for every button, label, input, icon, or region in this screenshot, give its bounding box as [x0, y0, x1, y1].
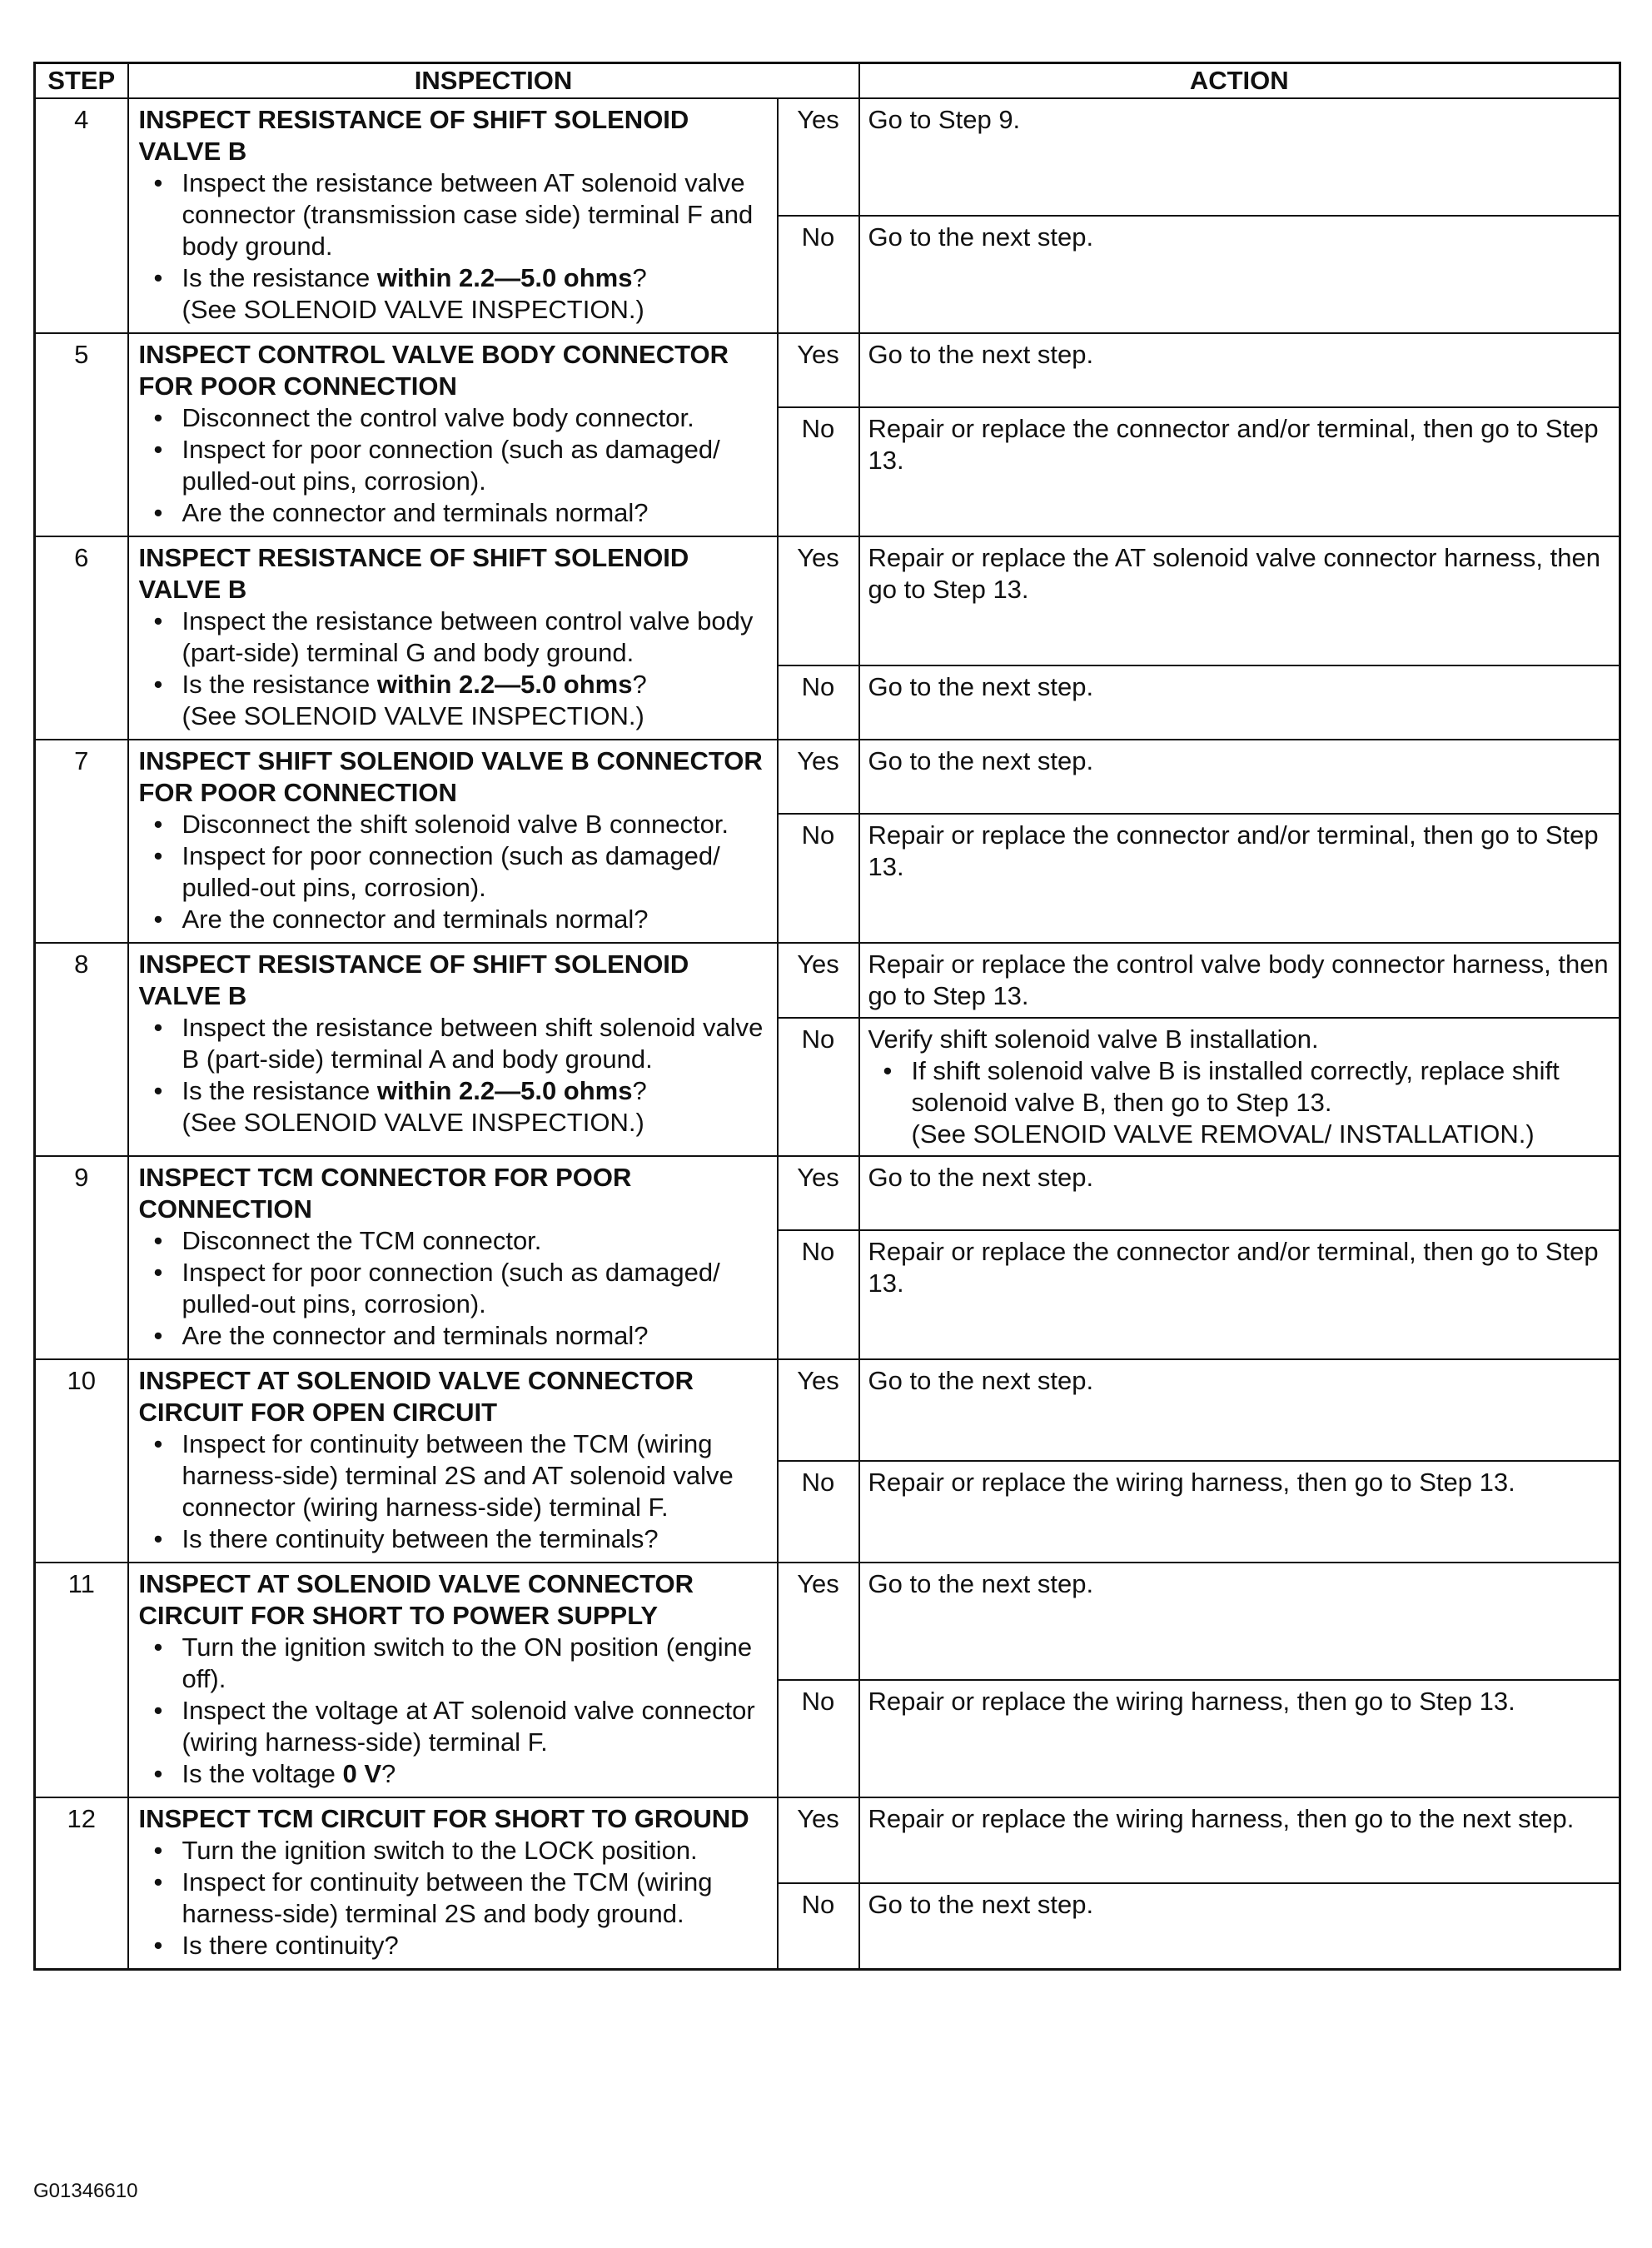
table-row: [35, 1359, 1620, 1461]
bullet-text: Disconnect the shift solenoid valve B connector.: [182, 810, 729, 839]
no-label: No: [778, 216, 859, 333]
no-action-text: Repair or replace the wiring harness, then go to Step 13.: [868, 1468, 1515, 1497]
no-action: [859, 1230, 1620, 1359]
bullet-text: Is the resistance: [182, 1076, 377, 1105]
no-action-text: Go to the next step.: [868, 1889, 1094, 1919]
no-action: [859, 1883, 1620, 1970]
inspection-bullet: [139, 1867, 770, 1930]
no-action: [859, 407, 1620, 536]
bullet-text: Inspect the resistance between shift solenoid valve B (part-side) terminal A and body ground.: [182, 1013, 764, 1074]
no-action: [859, 1680, 1620, 1797]
no-action-text: Repair or replace the wiring harness, then go to Step 13.: [868, 1687, 1515, 1716]
inspection-title: INSPECT SHIFT SOLENOID VALVE B CONNECTOR FOR POOR CONNECTION: [138, 746, 763, 807]
inspection-bullet: [139, 1257, 770, 1320]
bullet-text: Is the resistance: [182, 670, 377, 699]
inspection-cell: [128, 1156, 778, 1359]
bullet-text: Are the connector and terminals normal?: [182, 1321, 649, 1350]
bullet-text: Inspect the resistance between control valve body (part-side) terminal G and body ground.: [182, 606, 754, 667]
no-label: No: [778, 407, 859, 536]
no-action-text: Repair or replace the connector and/or terminal, then go to Step 13.: [868, 820, 1599, 882]
table-row: [35, 536, 1620, 665]
bullet-text: Is the voltage: [182, 1759, 343, 1788]
no-action-text: Repair or replace the connector and/or terminal, then go to Step 13.: [868, 1237, 1599, 1298]
inspection-bullet: [139, 606, 770, 669]
step-number: 10: [35, 1359, 128, 1563]
inspection-bullet: [139, 1930, 770, 1961]
yes-action: Go to the next step.: [859, 333, 1620, 407]
inspection-bullet: [139, 840, 770, 904]
inspection-bullet: [139, 167, 770, 262]
yes-action: Go to Step 9.: [859, 98, 1620, 216]
action-bullet: [868, 1055, 1611, 1150]
no-action-text: Go to the next step.: [868, 222, 1094, 252]
bullet-text: Are the connector and terminals normal?: [182, 498, 649, 527]
reference-note: (See SOLENOID VALVE INSPECTION.): [182, 1108, 644, 1137]
yes-label: Yes: [778, 1359, 859, 1461]
bullet-text: Is there continuity between the terminals?: [182, 1524, 659, 1553]
table-body: [35, 98, 1620, 1970]
yes-label: Yes: [778, 1797, 859, 1883]
bullet-text-end: ?: [632, 1076, 647, 1105]
bullet-spec-value: within 2.2—5.0 ohms: [376, 263, 633, 292]
yes-label: Yes: [778, 1156, 859, 1230]
no-action: [859, 216, 1620, 333]
no-action-text: Go to the next step.: [868, 671, 1094, 701]
table-row: [35, 1563, 1620, 1680]
no-action-text: Verify shift solenoid valve B installation.: [868, 1024, 1319, 1054]
no-action: [859, 665, 1620, 740]
yes-label: Yes: [778, 1563, 859, 1680]
no-label: No: [778, 1230, 859, 1359]
inspection-bullet: [139, 262, 770, 326]
yes-label: Yes: [778, 536, 859, 665]
inspection-bullet: [139, 1225, 770, 1257]
table-row: [35, 943, 1620, 1018]
no-label: No: [778, 1680, 859, 1797]
inspection-cell: [128, 943, 778, 1156]
bullet-text: Disconnect the control valve body connector.: [182, 403, 694, 432]
inspection-title: INSPECT RESISTANCE OF SHIFT SOLENOID VALVE B: [138, 105, 689, 166]
inspection-title: INSPECT RESISTANCE OF SHIFT SOLENOID VALVE B: [138, 950, 689, 1010]
yes-label: Yes: [778, 98, 859, 216]
inspection-column-header: INSPECTION: [128, 63, 859, 99]
bullet-text: Is the resistance: [182, 263, 377, 292]
inspection-cell: [128, 333, 778, 536]
inspection-title: INSPECT TCM CONNECTOR FOR POOR CONNECTION: [138, 1163, 632, 1224]
inspection-cell: [128, 536, 778, 740]
step-column-header: STEP: [35, 63, 128, 99]
bullet-text: Disconnect the TCM connector.: [182, 1226, 542, 1255]
inspection-bullet: [139, 669, 770, 732]
step-number: 6: [35, 536, 128, 740]
inspection-bullets: [139, 809, 770, 935]
inspection-bullet: [139, 402, 770, 434]
inspection-bullet: [139, 1428, 770, 1523]
no-action: [859, 1461, 1620, 1563]
inspection-title: INSPECT AT SOLENOID VALVE CONNECTOR CIRCUIT FOR OPEN CIRCUIT: [138, 1366, 694, 1427]
inspection-bullet: [139, 1695, 770, 1758]
bullet-text-end: ?: [632, 263, 647, 292]
inspection-cell: [128, 1563, 778, 1797]
inspection-bullet: [139, 809, 770, 840]
inspection-bullet: [139, 1075, 770, 1139]
yes-action: Repair or replace the AT solenoid valve connector harness, then go to Step 13.: [859, 536, 1620, 665]
inspection-cell: [128, 98, 778, 333]
inspection-bullets: [139, 1835, 770, 1961]
reference-note: (See SOLENOID VALVE REMOVAL/ INSTALLATION.): [911, 1119, 1535, 1149]
action-bullet-text: If shift solenoid valve B is installed correctly, replace shift solenoid valve B, then go to Step 13.: [911, 1056, 1560, 1117]
no-action-text: Repair or replace the connector and/or terminal, then go to Step 13.: [868, 414, 1599, 476]
step-number: 12: [35, 1797, 128, 1970]
bullet-spec-value: within 2.2—5.0 ohms: [376, 1076, 633, 1105]
step-number: 4: [35, 98, 128, 333]
table-row: [35, 1156, 1620, 1230]
bullet-text: Are the connector and terminals normal?: [182, 905, 649, 934]
inspection-bullets: [139, 1012, 770, 1139]
bullet-text: Inspect for continuity between the TCM (wiring harness-side) terminal 2S and AT solenoid valve connector (wiring harness-side) terminal F.: [182, 1429, 734, 1522]
step-number: 8: [35, 943, 128, 1156]
reference-note: (See SOLENOID VALVE INSPECTION.): [182, 701, 644, 730]
inspection-bullets: [139, 1225, 770, 1352]
bullet-text: Turn the ignition switch to the ON position (engine off).: [182, 1632, 753, 1693]
inspection-bullets: [139, 1428, 770, 1555]
inspection-bullet: [139, 1758, 770, 1790]
inspection-title: INSPECT AT SOLENOID VALVE CONNECTOR CIRCUIT FOR SHORT TO POWER SUPPLY: [138, 1569, 694, 1630]
yes-action: Repair or replace the wiring harness, then go to the next step.: [859, 1797, 1620, 1883]
yes-label: Yes: [778, 740, 859, 814]
table-row: [35, 740, 1620, 814]
diagnostic-procedure-sheet: [33, 62, 1619, 1971]
bullet-spec-value: within 2.2—5.0 ohms: [376, 670, 633, 699]
inspection-bullets: [139, 402, 770, 529]
inspection-bullet: [139, 1320, 770, 1352]
diagnostic-table: [33, 62, 1621, 1971]
inspection-bullet: [139, 1012, 770, 1075]
no-action: [859, 1018, 1620, 1156]
inspection-bullet: [139, 497, 770, 529]
bullet-text: Inspect for poor connection (such as damaged/ pulled-out pins, corrosion).: [182, 841, 720, 902]
bullet-spec-value: 0 V: [342, 1759, 382, 1788]
table-row: [35, 98, 1620, 216]
bullet-text: Inspect the resistance between AT solenoid valve connector (transmission case side) terminal F and body ground.: [182, 168, 754, 261]
step-number: 5: [35, 333, 128, 536]
no-label: No: [778, 814, 859, 943]
table-row: [35, 333, 1620, 407]
inspection-bullet: [139, 1835, 770, 1867]
bullet-text-end: ?: [381, 1759, 396, 1788]
no-label: No: [778, 1018, 859, 1156]
inspection-cell: [128, 1359, 778, 1563]
inspection-cell: [128, 1797, 778, 1970]
step-number: 9: [35, 1156, 128, 1359]
inspection-bullet: [139, 1632, 770, 1695]
figure-code: G01346610: [33, 2180, 138, 2202]
no-action: [859, 814, 1620, 943]
inspection-bullet: [139, 434, 770, 497]
yes-action: Go to the next step.: [859, 1359, 1620, 1461]
bullet-text: Inspect for poor connection (such as damaged/ pulled-out pins, corrosion).: [182, 435, 720, 496]
bullet-text-end: ?: [632, 670, 647, 699]
yes-label: Yes: [778, 333, 859, 407]
yes-label: Yes: [778, 943, 859, 1018]
inspection-title: INSPECT RESISTANCE OF SHIFT SOLENOID VALVE B: [138, 543, 689, 604]
bullet-text: Inspect for continuity between the TCM (wiring harness-side) terminal 2S and body ground.: [182, 1867, 713, 1928]
step-number: 7: [35, 740, 128, 943]
action-bullets: [868, 1055, 1611, 1150]
action-column-header: ACTION: [859, 63, 1620, 99]
no-label: No: [778, 1461, 859, 1563]
yes-action: Go to the next step.: [859, 740, 1620, 814]
yes-action: Repair or replace the control valve body connector harness, then go to Step 13.: [859, 943, 1620, 1018]
reference-note: (See SOLENOID VALVE INSPECTION.): [182, 295, 644, 324]
inspection-bullets: [139, 606, 770, 732]
table-row: [35, 1797, 1620, 1883]
inspection-bullet: [139, 904, 770, 935]
bullet-text: Turn the ignition switch to the LOCK position.: [182, 1836, 698, 1865]
inspection-bullets: [139, 1632, 770, 1790]
inspection-title: INSPECT CONTROL VALVE BODY CONNECTOR FOR POOR CONNECTION: [138, 340, 729, 401]
bullet-text: Inspect for poor connection (such as damaged/ pulled-out pins, corrosion).: [182, 1258, 720, 1318]
no-label: No: [778, 665, 859, 740]
no-label: No: [778, 1883, 859, 1970]
yes-action: Go to the next step.: [859, 1563, 1620, 1680]
inspection-cell: [128, 740, 778, 943]
bullet-text: Inspect the voltage at AT solenoid valve connector (wiring harness-side) terminal F.: [182, 1696, 755, 1757]
inspection-bullets: [139, 167, 770, 326]
table-header-row: [35, 63, 1620, 99]
inspection-bullet: [139, 1523, 770, 1555]
bullet-text: Is there continuity?: [182, 1931, 399, 1960]
inspection-title: INSPECT TCM CIRCUIT FOR SHORT TO GROUND: [138, 1804, 749, 1833]
step-number: 11: [35, 1563, 128, 1797]
yes-action: Go to the next step.: [859, 1156, 1620, 1230]
